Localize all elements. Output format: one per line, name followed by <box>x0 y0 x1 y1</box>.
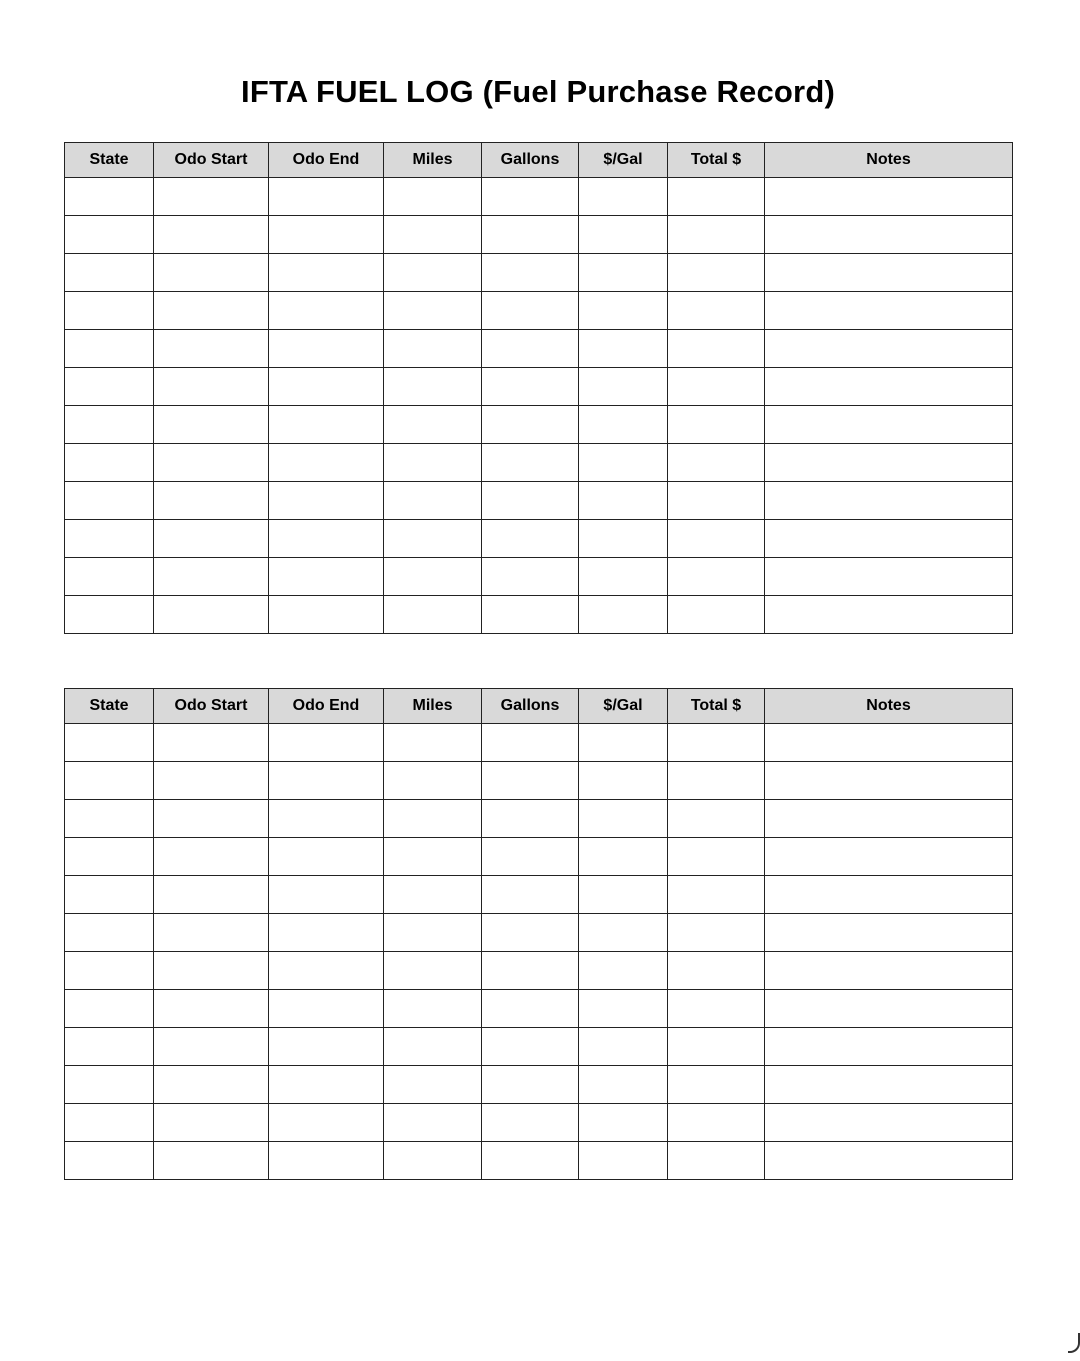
entry-cell-notes[interactable] <box>765 1142 1013 1180</box>
table-row <box>65 444 1013 482</box>
column-header-gallons: Gallons <box>482 689 579 724</box>
entry-cell-gallons[interactable] <box>482 216 579 254</box>
table-row <box>65 762 1013 800</box>
entry-cell-gal[interactable] <box>579 990 668 1028</box>
entry-cell-gallons[interactable] <box>482 876 579 914</box>
entry-cell-gallons[interactable] <box>482 1066 579 1104</box>
entry-cell-gal[interactable] <box>579 838 668 876</box>
entry-cell-odo-start[interactable] <box>154 596 269 634</box>
entry-cell-gallons[interactable] <box>482 724 579 762</box>
entry-cell-miles[interactable] <box>384 330 482 368</box>
entry-cell-gallons[interactable] <box>482 178 579 216</box>
entry-cell-notes[interactable] <box>765 724 1013 762</box>
column-header-odo-start: Odo Start <box>154 143 269 178</box>
entry-cell-odo-end[interactable] <box>269 724 384 762</box>
page-curl-mark <box>1068 1333 1080 1353</box>
table-row <box>65 1142 1013 1180</box>
entry-cell-gal[interactable] <box>579 292 668 330</box>
entry-cell-notes[interactable] <box>765 1028 1013 1066</box>
entry-cell-odo-start[interactable] <box>154 1142 269 1180</box>
table-row <box>65 330 1013 368</box>
entry-cell-gallons[interactable] <box>482 1104 579 1142</box>
entry-cell-odo-end[interactable] <box>269 178 384 216</box>
entry-cell-gal[interactable] <box>579 1028 668 1066</box>
entry-cell-gal[interactable] <box>579 876 668 914</box>
entry-cell-total[interactable] <box>668 914 765 952</box>
entry-cell-miles[interactable] <box>384 762 482 800</box>
entry-cell-state[interactable] <box>65 596 154 634</box>
entry-cell-odo-end[interactable] <box>269 444 384 482</box>
entry-cell-notes[interactable] <box>765 330 1013 368</box>
table-row <box>65 1028 1013 1066</box>
entry-cell-gallons[interactable] <box>482 838 579 876</box>
entry-cell-state[interactable] <box>65 520 154 558</box>
table-row <box>65 596 1013 634</box>
entry-cell-miles[interactable] <box>384 520 482 558</box>
entry-cell-odo-end[interactable] <box>269 520 384 558</box>
entry-cell-miles[interactable] <box>384 216 482 254</box>
table-row <box>65 292 1013 330</box>
entry-cell-gallons[interactable] <box>482 368 579 406</box>
entry-cell-gallons[interactable] <box>482 1142 579 1180</box>
entry-cell-gallons[interactable] <box>482 800 579 838</box>
entry-cell-notes[interactable] <box>765 558 1013 596</box>
entry-cell-gallons[interactable] <box>482 762 579 800</box>
entry-cell-miles[interactable] <box>384 990 482 1028</box>
entry-cell-total[interactable] <box>668 178 765 216</box>
entry-cell-miles[interactable] <box>384 1104 482 1142</box>
entry-cell-gal[interactable] <box>579 368 668 406</box>
entry-cell-notes[interactable] <box>765 406 1013 444</box>
entry-cell-miles[interactable] <box>384 596 482 634</box>
entry-cell-total[interactable] <box>668 368 765 406</box>
entry-cell-miles[interactable] <box>384 292 482 330</box>
entry-cell-gal[interactable] <box>579 596 668 634</box>
entry-cell-odo-end[interactable] <box>269 762 384 800</box>
entry-cell-gal[interactable] <box>579 800 668 838</box>
entry-cell-miles[interactable] <box>384 444 482 482</box>
entry-cell-odo-end[interactable] <box>269 1104 384 1142</box>
entry-cell-odo-start[interactable] <box>154 1028 269 1066</box>
entry-cell-notes[interactable] <box>765 952 1013 990</box>
entry-cell-state[interactable] <box>65 178 154 216</box>
entry-cell-total[interactable] <box>668 1066 765 1104</box>
entry-cell-notes[interactable] <box>765 292 1013 330</box>
entry-cell-notes[interactable] <box>765 444 1013 482</box>
entry-cell-miles[interactable] <box>384 800 482 838</box>
entry-cell-gal[interactable] <box>579 724 668 762</box>
entry-cell-miles[interactable] <box>384 838 482 876</box>
entry-cell-gal[interactable] <box>579 1142 668 1180</box>
entry-cell-odo-start[interactable] <box>154 520 269 558</box>
entry-cell-odo-start[interactable] <box>154 838 269 876</box>
column-header-odo-end: Odo End <box>269 689 384 724</box>
entry-cell-gal[interactable] <box>579 952 668 990</box>
entry-cell-gallons[interactable] <box>482 292 579 330</box>
entry-cell-total[interactable] <box>668 762 765 800</box>
entry-cell-total[interactable] <box>668 216 765 254</box>
entry-cell-notes[interactable] <box>765 1104 1013 1142</box>
table-body <box>65 724 1013 1180</box>
entry-cell-odo-start[interactable] <box>154 368 269 406</box>
entry-cell-state[interactable] <box>65 444 154 482</box>
entry-cell-state[interactable] <box>65 558 154 596</box>
entry-cell-notes[interactable] <box>765 990 1013 1028</box>
entry-cell-gal[interactable] <box>579 1104 668 1142</box>
table-row <box>65 876 1013 914</box>
entry-cell-odo-end[interactable] <box>269 1028 384 1066</box>
table-row <box>65 990 1013 1028</box>
entry-cell-odo-start[interactable] <box>154 724 269 762</box>
entry-cell-notes[interactable] <box>765 482 1013 520</box>
entry-cell-gal[interactable] <box>579 762 668 800</box>
column-header-gal: $/Gal <box>579 143 668 178</box>
entry-cell-total[interactable] <box>668 724 765 762</box>
table-row <box>65 520 1013 558</box>
entry-cell-odo-start[interactable] <box>154 444 269 482</box>
entry-cell-total[interactable] <box>668 482 765 520</box>
entry-cell-total[interactable] <box>668 1142 765 1180</box>
entry-cell-odo-end[interactable] <box>269 216 384 254</box>
entry-cell-notes[interactable] <box>765 876 1013 914</box>
entry-cell-state[interactable] <box>65 482 154 520</box>
entry-cell-state[interactable] <box>65 914 154 952</box>
entry-cell-odo-end[interactable] <box>269 482 384 520</box>
entry-cell-odo-start[interactable] <box>154 254 269 292</box>
entry-cell-gal[interactable] <box>579 254 668 292</box>
entry-cell-miles[interactable] <box>384 1142 482 1180</box>
entry-cell-notes[interactable] <box>765 800 1013 838</box>
entry-cell-odo-start[interactable] <box>154 292 269 330</box>
entry-cell-gal[interactable] <box>579 1066 668 1104</box>
entry-cell-total[interactable] <box>668 330 765 368</box>
entry-cell-total[interactable] <box>668 838 765 876</box>
entry-cell-gallons[interactable] <box>482 330 579 368</box>
column-header-odo-start: Odo Start <box>154 689 269 724</box>
entry-cell-gallons[interactable] <box>482 952 579 990</box>
fuel-log-table-1 <box>64 142 1013 634</box>
entry-cell-total[interactable] <box>668 990 765 1028</box>
entry-cell-odo-start[interactable] <box>154 876 269 914</box>
entry-cell-notes[interactable] <box>765 178 1013 216</box>
entry-cell-odo-end[interactable] <box>269 330 384 368</box>
table-row <box>65 368 1013 406</box>
entry-cell-odo-end[interactable] <box>269 800 384 838</box>
entry-cell-miles[interactable] <box>384 876 482 914</box>
table-row <box>65 406 1013 444</box>
entry-cell-total[interactable] <box>668 254 765 292</box>
entry-cell-gal[interactable] <box>579 482 668 520</box>
entry-cell-odo-start[interactable] <box>154 216 269 254</box>
entry-cell-state[interactable] <box>65 406 154 444</box>
entry-cell-state[interactable] <box>65 876 154 914</box>
entry-cell-odo-end[interactable] <box>269 558 384 596</box>
entry-cell-odo-start[interactable] <box>154 482 269 520</box>
table-row <box>65 838 1013 876</box>
entry-cell-state[interactable] <box>65 368 154 406</box>
table-row <box>65 178 1013 216</box>
entry-cell-notes[interactable] <box>765 596 1013 634</box>
column-header-state: State <box>65 143 154 178</box>
entry-cell-gal[interactable] <box>579 444 668 482</box>
entry-cell-state[interactable] <box>65 216 154 254</box>
column-header-state: State <box>65 689 154 724</box>
entry-cell-total[interactable] <box>668 558 765 596</box>
entry-cell-miles[interactable] <box>384 724 482 762</box>
entry-cell-odo-start[interactable] <box>154 330 269 368</box>
entry-cell-gallons[interactable] <box>482 520 579 558</box>
entry-cell-notes[interactable] <box>765 216 1013 254</box>
entry-cell-state[interactable] <box>65 254 154 292</box>
entry-cell-odo-end[interactable] <box>269 596 384 634</box>
table-row <box>65 800 1013 838</box>
entry-cell-odo-start[interactable] <box>154 762 269 800</box>
entry-cell-notes[interactable] <box>765 254 1013 292</box>
entry-cell-gallons[interactable] <box>482 596 579 634</box>
entry-cell-odo-end[interactable] <box>269 914 384 952</box>
entry-cell-odo-start[interactable] <box>154 178 269 216</box>
entry-cell-odo-start[interactable] <box>154 914 269 952</box>
table-row <box>65 254 1013 292</box>
entry-cell-odo-end[interactable] <box>269 838 384 876</box>
column-header-gallons: Gallons <box>482 143 579 178</box>
entry-cell-odo-start[interactable] <box>154 800 269 838</box>
entry-cell-state[interactable] <box>65 990 154 1028</box>
entry-cell-notes[interactable] <box>765 762 1013 800</box>
entry-cell-odo-end[interactable] <box>269 254 384 292</box>
table-header-row <box>65 689 1013 724</box>
column-header-miles: Miles <box>384 689 482 724</box>
entry-cell-miles[interactable] <box>384 952 482 990</box>
table-row <box>65 724 1013 762</box>
entry-cell-total[interactable] <box>668 800 765 838</box>
entry-cell-gal[interactable] <box>579 558 668 596</box>
entry-cell-total[interactable] <box>668 952 765 990</box>
table-row <box>65 482 1013 520</box>
column-header-miles: Miles <box>384 143 482 178</box>
entry-cell-gal[interactable] <box>579 406 668 444</box>
entry-cell-odo-end[interactable] <box>269 292 384 330</box>
entry-cell-miles[interactable] <box>384 914 482 952</box>
entry-cell-state[interactable] <box>65 838 154 876</box>
column-header-total: Total $ <box>668 143 765 178</box>
entry-cell-gal[interactable] <box>579 178 668 216</box>
entry-cell-miles[interactable] <box>384 1028 482 1066</box>
page-title: IFTA FUEL LOG (Fuel Purchase Record) <box>241 74 835 109</box>
entry-cell-state[interactable] <box>65 1104 154 1142</box>
entry-cell-odo-end[interactable] <box>269 990 384 1028</box>
entry-cell-state[interactable] <box>65 800 154 838</box>
entry-cell-odo-end[interactable] <box>269 952 384 990</box>
entry-cell-odo-end[interactable] <box>269 1066 384 1104</box>
entry-cell-miles[interactable] <box>384 368 482 406</box>
entry-cell-odo-end[interactable] <box>269 876 384 914</box>
table-row <box>65 914 1013 952</box>
table-header-row <box>65 143 1013 178</box>
entry-cell-total[interactable] <box>668 406 765 444</box>
entry-cell-total[interactable] <box>668 520 765 558</box>
entry-cell-notes[interactable] <box>765 1066 1013 1104</box>
column-header-notes: Notes <box>765 689 1013 724</box>
entry-cell-state[interactable] <box>65 292 154 330</box>
entry-cell-notes[interactable] <box>765 368 1013 406</box>
entry-cell-miles[interactable] <box>384 1066 482 1104</box>
table-row <box>65 1104 1013 1142</box>
column-header-odo-end: Odo End <box>269 143 384 178</box>
entry-cell-total[interactable] <box>668 876 765 914</box>
entry-cell-gallons[interactable] <box>482 444 579 482</box>
table-body <box>65 178 1013 634</box>
entry-cell-miles[interactable] <box>384 482 482 520</box>
entry-cell-total[interactable] <box>668 444 765 482</box>
table-row <box>65 1066 1013 1104</box>
entry-cell-total[interactable] <box>668 1104 765 1142</box>
entry-cell-odo-start[interactable] <box>154 558 269 596</box>
entry-cell-miles[interactable] <box>384 254 482 292</box>
entry-cell-gallons[interactable] <box>482 254 579 292</box>
entry-cell-notes[interactable] <box>765 838 1013 876</box>
entry-cell-state[interactable] <box>65 1142 154 1180</box>
entry-cell-odo-start[interactable] <box>154 1066 269 1104</box>
table-row <box>65 216 1013 254</box>
entry-cell-state[interactable] <box>65 762 154 800</box>
column-header-notes: Notes <box>765 143 1013 178</box>
entry-cell-notes[interactable] <box>765 520 1013 558</box>
entry-cell-odo-end[interactable] <box>269 406 384 444</box>
table-row <box>65 558 1013 596</box>
entry-cell-gallons[interactable] <box>482 406 579 444</box>
entry-cell-gallons[interactable] <box>482 558 579 596</box>
entry-cell-miles[interactable] <box>384 406 482 444</box>
entry-cell-total[interactable] <box>668 292 765 330</box>
entry-cell-miles[interactable] <box>384 558 482 596</box>
entry-cell-odo-end[interactable] <box>269 1142 384 1180</box>
entry-cell-gallons[interactable] <box>482 914 579 952</box>
entry-cell-odo-start[interactable] <box>154 406 269 444</box>
entry-cell-miles[interactable] <box>384 178 482 216</box>
entry-cell-state[interactable] <box>65 1028 154 1066</box>
column-header-gal: $/Gal <box>579 689 668 724</box>
entry-cell-gallons[interactable] <box>482 990 579 1028</box>
entry-cell-gal[interactable] <box>579 330 668 368</box>
entry-cell-total[interactable] <box>668 596 765 634</box>
entry-cell-gal[interactable] <box>579 914 668 952</box>
entry-cell-gallons[interactable] <box>482 1028 579 1066</box>
entry-cell-odo-start[interactable] <box>154 952 269 990</box>
column-header-total: Total $ <box>668 689 765 724</box>
entry-cell-state[interactable] <box>65 724 154 762</box>
entry-cell-gal[interactable] <box>579 520 668 558</box>
entry-cell-state[interactable] <box>65 952 154 990</box>
entry-cell-state[interactable] <box>65 330 154 368</box>
entry-cell-gallons[interactable] <box>482 482 579 520</box>
entry-cell-notes[interactable] <box>765 914 1013 952</box>
entry-cell-gal[interactable] <box>579 216 668 254</box>
entry-cell-total[interactable] <box>668 1028 765 1066</box>
entry-cell-odo-start[interactable] <box>154 1104 269 1142</box>
entry-cell-odo-start[interactable] <box>154 990 269 1028</box>
fuel-log-table-2 <box>64 688 1013 1180</box>
entry-cell-state[interactable] <box>65 1066 154 1104</box>
table-row <box>65 952 1013 990</box>
entry-cell-odo-end[interactable] <box>269 368 384 406</box>
